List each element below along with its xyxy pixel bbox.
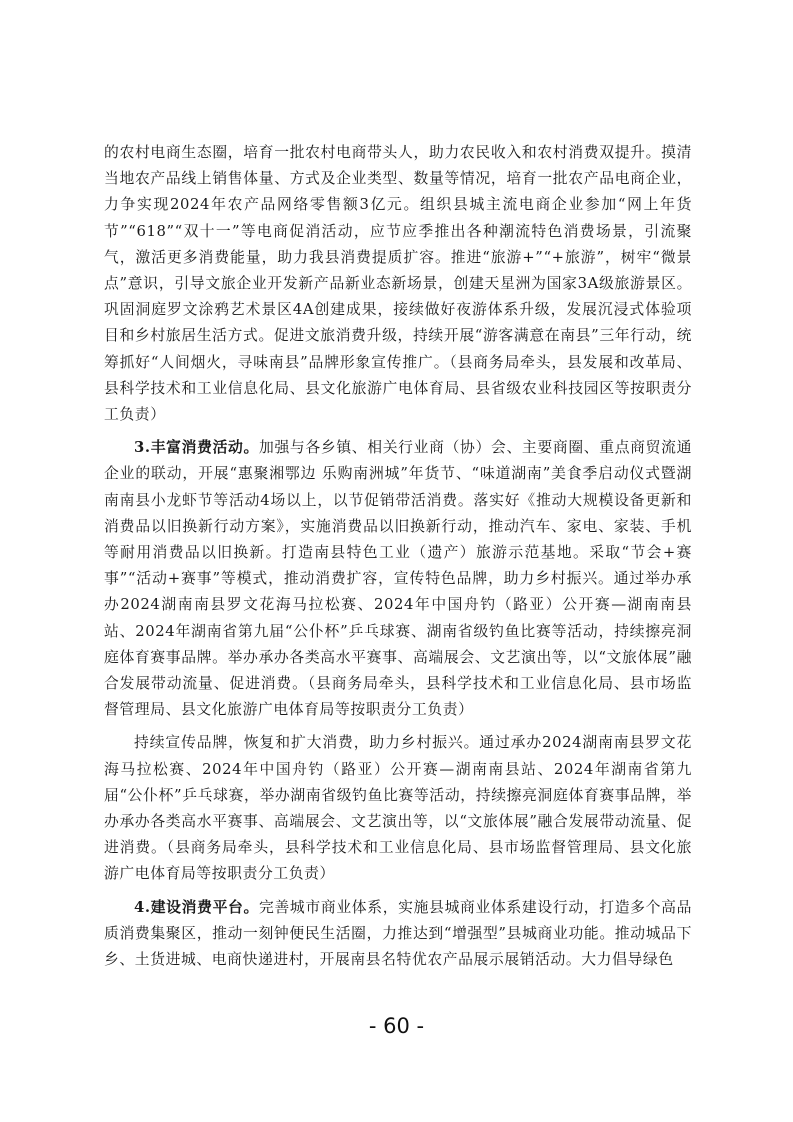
section-heading-4: 4.建设消费平台。 [134,898,259,916]
paragraph-3 [104,730,692,887]
paragraph-4 [104,895,692,974]
section-heading-3: 3.丰富消费活动。 [134,439,259,457]
document-body [104,140,692,973]
paragraph-2-text: 加强与各乡镇、相关行业商（协）会、主要商圈、重点商贸流通企业的联动，开展“惠聚湘鄂边 乐购南洲城”年货节、“味道湖南”美食季启动仪式暨湖南南县小龙虾节等活动4场以上，以节促销带活消费。落实好《推动大规模设备更新和消费品以旧换新行动方案》，实施消费品以旧换新行动，推动汽车、家电、家装、手机等耐用消费品以旧换新。打造南县特色工业（遗产）旅游示范基地。采取“节会+赛事”“活动+赛事”等模式，推动消费扩容，宣传特色品牌，助力乡村振兴。通过举办承办2024湖南南县罗文花海马拉松赛、2024年中国舟钓（路亚）公开赛—湖南南县站、2024年湖南省第九届“公仆杯”乒乓球赛、湖南省级钓鱼比赛等活动，持续擦亮洞庭体育赛事品牌。举办承办各类高水平赛事、高端展会、文艺演出等，以“文旅体展”融合发展带动流量、促进消费。（县商务局牵头，县科学技术和工业信息化局、县市场监督管理局、县文化旅游广电体育局等按职责分工负责） [104,439,692,719]
paragraph-1-text: 的农村电商生态圈，培育一批农村电商带头人，助力农民收入和农村消费双提升。摸清当地农产品线上销售体量、方式及企业类型、数量等情况，培育一批农产品电商企业，力争实现2024年农产品网络零售额3亿元。组织县城主流电商企业参加“网上年货节”“618”“双十一”等电商促消活动，应节应季推出各种潮流特色消费场景，引流聚气，激活更多消费能量，助力我县消费提质扩容。推进“旅游+”“+旅游”，树牢“微景点”意识，引导文旅企业开发新产品新业态新场景，创建天星洲为国家3A级旅游景区。巩固洞庭罗文涂鸦艺术景区4A创建成果，接续做好夜游体系升级，发展沉浸式体验项目和乡村旅居生活方式。促进文旅消费升级，持续开展“游客满意在南县”三年行动，统筹抓好“人间烟火，寻味南县”品牌形象宣传推广。（县商务局牵头，县发展和改革局、县科学技术和工业信息化局、县文化旅游广电体育局、县省级农业科技园区等按职责分工负责） [104,144,692,424]
paragraph-1 [104,140,692,428]
page-number: - 60 - [368,1014,425,1038]
paragraph-3-text: 持续宣传品牌，恢复和扩大消费，助力乡村振兴。通过承办2024湖南南县罗文花海马拉松赛、2024年中国舟钓（路亚）公开赛—湖南南县站、2024年湖南省第九届“公仆杯”乒乓球赛，举办湖南省级钓鱼比赛等活动，持续擦亮洞庭体育赛事品牌，举办承办各类高水平赛事、高端展会、文艺演出等，以“文旅体展”融合发展带动流量、促进消费。（县商务局牵头，县科学技术和工业信息化局、县市场监督管理局、县文化旅游广电体育局等按职责分工负责） [104,734,692,883]
paragraph-2 [104,435,692,723]
paragraph-4-text: 完善城市商业体系，实施县城商业体系建设行动，打造多个高品质消费集聚区，推动一刻钟便民生活圈，力推达到“增强型”县城商业功能。推动城品下乡、土货进城、电商快递进村，开展南县名特优农产品展示展销活动。大力倡导绿色 [104,898,692,969]
